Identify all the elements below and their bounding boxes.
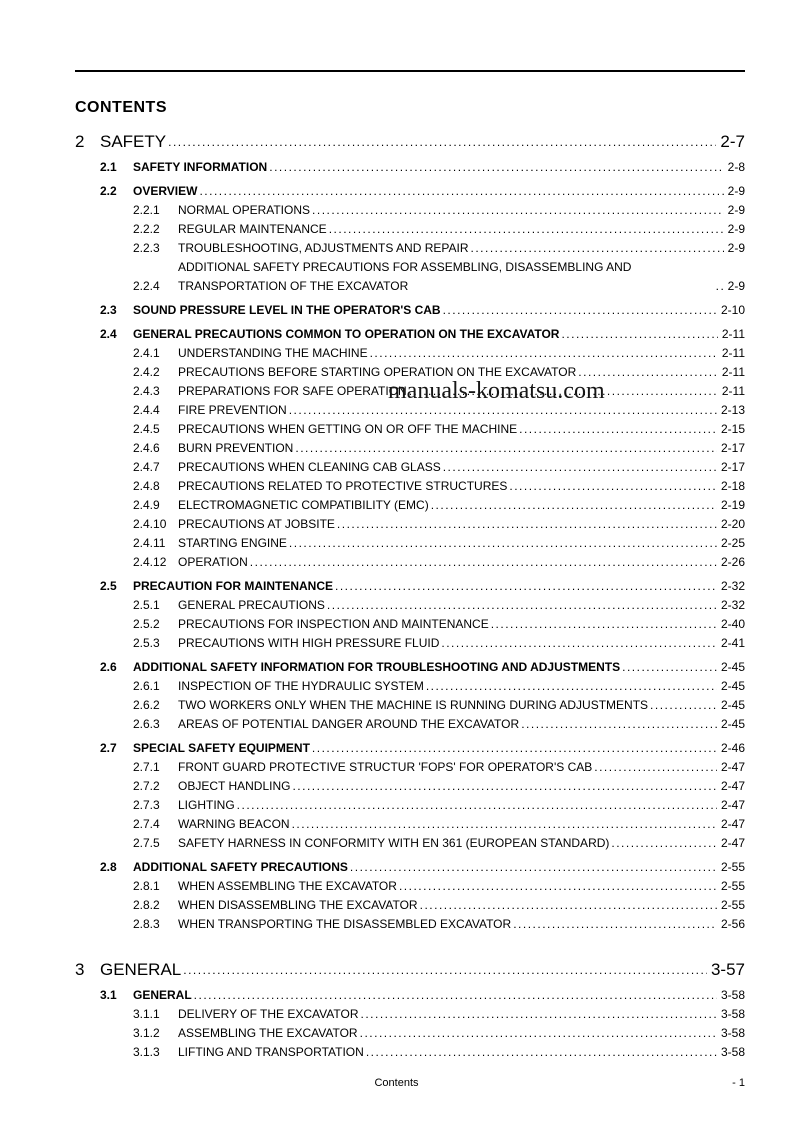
toc-entry-number: 2.4.4 — [133, 403, 160, 417]
toc-entry-number: 2.8 — [100, 860, 117, 874]
toc-entry-page: 2-41 — [720, 636, 745, 650]
toc-entry-number: 2.6.1 — [133, 679, 160, 693]
toc-entry-number: 3.1.3 — [133, 1045, 160, 1059]
toc-entry-number: 2.4.8 — [133, 479, 160, 493]
toc-entry-number: 2.4 — [100, 327, 117, 341]
toc-entry-title: FRONT GUARD PROTECTIVE STRUCTUR 'FOPS' FOR OPERATOR'S CAB — [178, 760, 593, 774]
toc-entry-page: 2-47 — [720, 779, 745, 793]
toc-entry-row — [75, 496, 745, 515]
toc-entry-page: 2-15 — [720, 422, 745, 436]
toc-entry-row — [75, 796, 745, 815]
toc-entry-row — [75, 534, 745, 553]
toc-entry-number: 2.5.3 — [133, 636, 160, 650]
toc-entry-title: ADDITIONAL SAFETY PRECAUTIONS FOR ASSEMBLING, DISASSEMBLING AND TRANSPORTATION OF THE EXCAVATOR — [178, 260, 632, 293]
toc-entry-title: NORMAL OPERATIONS — [178, 203, 311, 217]
toc-entry-number: 2.8.2 — [133, 898, 160, 912]
toc-entry-row — [75, 344, 745, 363]
toc-entry-number: 2.4.12 — [133, 555, 167, 569]
toc-entry-title: SAFETY — [100, 132, 167, 151]
toc-dot-leader — [350, 858, 717, 877]
toc-entry-title: PRECAUTIONS FOR INSPECTION AND MAINTENANCE — [178, 617, 489, 631]
toc-entry-row — [75, 130, 745, 153]
toc-entry-number: 2.4.1 — [133, 346, 160, 360]
toc-entry-row — [75, 220, 745, 239]
toc-entry-title: AREAS OF POTENTIAL DANGER AROUND THE EXCAVATOR — [178, 717, 520, 731]
toc-entry-title: INSPECTION OF THE HYDRAULIC SYSTEM — [178, 679, 424, 693]
toc-entry-row — [75, 896, 745, 915]
toc-entry-page: 3-58 — [720, 1007, 745, 1021]
toc-entry-row — [75, 715, 745, 734]
toc-dot-leader — [513, 915, 717, 934]
toc-entry-page: 2-26 — [720, 555, 745, 569]
toc-entry-page: 2-20 — [720, 517, 745, 531]
toc-entry-title: ASSEMBLING THE EXCAVATOR — [178, 1026, 358, 1040]
toc-dot-leader — [366, 1043, 717, 1062]
toc-dot-leader — [519, 420, 717, 439]
toc-entry-title: REGULAR MAINTENANCE — [178, 222, 327, 236]
toc-entry-page: 2-45 — [720, 660, 745, 674]
toc-entry-page: 2-56 — [720, 917, 745, 931]
toc-dot-leader — [335, 577, 717, 596]
toc-entry-number: 2.2.3 — [133, 241, 160, 255]
toc-dot-leader — [420, 896, 717, 915]
toc-entry-title: GENERAL — [100, 960, 182, 979]
toc-entry-title: PRECAUTIONS WITH HIGH PRESSURE FLUID — [178, 636, 440, 650]
toc-entry-number: 2.4.10 — [133, 517, 167, 531]
toc-entry-page: 2-47 — [720, 836, 745, 850]
toc-entry-page: 2-8 — [727, 160, 745, 174]
toc-entry-page: 2-55 — [720, 898, 745, 912]
toc-entry-title: PRECAUTIONS WHEN GETTING ON OR OFF THE MACHINE — [178, 422, 518, 436]
toc-entry-page: 2-47 — [720, 817, 745, 831]
toc-entry-number: 2.2.1 — [133, 203, 160, 217]
toc-dot-leader — [561, 325, 717, 344]
toc-entry-page: 2-17 — [720, 460, 745, 474]
toc-entry-row — [75, 420, 745, 439]
toc-entry-row — [75, 458, 745, 477]
toc-entry-row — [75, 1024, 745, 1043]
toc-entry-page: 2-47 — [720, 760, 745, 774]
watermark: manuals-komatsu.com — [388, 378, 605, 404]
toc-entry-page: 2-9 — [727, 222, 745, 236]
toc-entry-title: PRECAUTIONS WHEN CLEANING CAB GLASS — [178, 460, 441, 474]
toc-entry-row — [75, 658, 745, 677]
toc-entry-page: 2-18 — [720, 479, 745, 493]
toc-entry-title: TROUBLESHOOTING, ADJUSTMENTS AND REPAIR — [178, 241, 469, 255]
toc-entry-title: PRECAUTIONS BEFORE STARTING OPERATION ON THE EXCAVATOR — [178, 365, 577, 379]
toc-entry-number: 2.7.5 — [133, 836, 160, 850]
toc-entry-row — [75, 596, 745, 615]
toc-entry-page: 2-10 — [720, 303, 745, 317]
toc-entry-row — [75, 986, 745, 1005]
toc-dot-leader — [622, 658, 717, 677]
toc-dot-leader — [491, 615, 717, 634]
toc-dot-leader — [289, 534, 717, 553]
toc-entry-title: DELIVERY OF THE EXCAVATOR — [178, 1007, 359, 1021]
toc-entry-number: 2.3 — [100, 303, 117, 317]
toc-dot-leader — [237, 796, 717, 815]
toc-dot-leader — [431, 496, 717, 515]
toc-entry-page: 2-11 — [721, 346, 745, 360]
toc-entry-row — [75, 677, 745, 696]
toc-entry-number: 2.7.2 — [133, 779, 160, 793]
toc-dot-leader — [250, 553, 717, 572]
toc-entry-page: 2-32 — [720, 598, 745, 612]
toc-entry-number: 2.8.3 — [133, 917, 160, 931]
toc-entry-row — [75, 439, 745, 458]
toc-dot-leader — [360, 1024, 717, 1043]
footer-page-number: - 1 — [732, 1077, 745, 1089]
toc-entry-row — [75, 834, 745, 853]
toc-entry-row — [75, 739, 745, 758]
toc-dot-leader — [194, 986, 717, 1005]
toc-entry-number: 3.1.2 — [133, 1026, 160, 1040]
toc-entry-page: 2-25 — [720, 536, 745, 550]
toc-entry-title: GENERAL PRECAUTIONS COMMON TO OPERATION ON THE EXCAVATOR — [133, 327, 560, 341]
toc-dot-leader — [443, 458, 717, 477]
toc-entry-title: SOUND PRESSURE LEVEL IN THE OPERATOR'S CAB — [133, 303, 441, 317]
toc-entry-row — [75, 477, 745, 496]
toc-dot-leader — [470, 239, 723, 258]
toc-entry-page: 2-40 — [720, 617, 745, 631]
toc-entry-page: 2-9 — [727, 184, 745, 198]
toc-entry-number: 3 — [75, 960, 85, 979]
toc-entry-number: 2.4.2 — [133, 365, 160, 379]
toc-entry-page: 2-19 — [720, 498, 745, 512]
toc-entry-title: UNDERSTANDING THE MACHINE — [178, 346, 368, 360]
toc-list — [75, 130, 745, 1062]
toc-entry-row — [75, 1005, 745, 1024]
toc-entry-number: 2.4.5 — [133, 422, 160, 436]
toc-entry-row — [75, 182, 745, 201]
toc-dot-leader — [312, 739, 717, 758]
toc-dot-leader — [426, 677, 717, 696]
toc-entry-title: OVERVIEW — [133, 184, 198, 198]
toc-entry-title: WARNING BEACON — [178, 817, 290, 831]
toc-entry-title: SAFETY HARNESS IN CONFORMITY WITH EN 361 (EUROPEAN STANDARD) — [178, 836, 610, 850]
content-area — [75, 0, 745, 1062]
toc-entry-page: 2-11 — [721, 365, 745, 379]
toc-entry-number: 2.4.11 — [133, 536, 166, 550]
toc-entry-page: 3-57 — [710, 960, 745, 979]
toc-dot-leader — [650, 696, 717, 715]
toc-entry-title: LIGHTING — [178, 798, 235, 812]
toc-entry-number: 2.4.3 — [133, 384, 160, 398]
toc-entry-row — [75, 777, 745, 796]
toc-entry-title: TWO WORKERS ONLY WHEN THE MACHINE IS RUNNING DURING ADJUSTMENTS — [178, 698, 649, 712]
toc-entry-row — [75, 577, 745, 596]
toc-dot-leader — [594, 758, 717, 777]
toc-entry-title: ELECTROMAGNETIC COMPATIBILITY (EMC) — [178, 498, 429, 512]
toc-entry-number: 2.4.7 — [133, 460, 160, 474]
toc-entry-row — [75, 696, 745, 715]
toc-entry-title: PRECAUTIONS AT JOBSITE — [178, 517, 335, 531]
toc-entry-number: 2.2 — [100, 184, 117, 198]
toc-entry-number: 3.1 — [100, 988, 117, 1002]
toc-entry-row — [75, 858, 745, 877]
toc-entry-page: 2-9 — [727, 241, 745, 255]
toc-entry-title: BURN PREVENTION — [178, 441, 294, 455]
toc-entry-page: 2-7 — [720, 132, 745, 151]
toc-entry-number: 2.7 — [100, 741, 117, 755]
toc-entry-title: PRECAUTIONS RELATED TO PROTECTIVE STRUCTURES — [178, 479, 508, 493]
toc-dot-leader — [329, 220, 724, 239]
toc-entry-page: 2-45 — [720, 698, 745, 712]
toc-entry-row — [75, 201, 745, 220]
toc-entry-row — [75, 553, 745, 572]
toc-entry-row — [75, 877, 745, 896]
toc-entry-row — [75, 758, 745, 777]
toc-entry-row — [75, 239, 745, 258]
toc-entry-title: FIRE PREVENTION — [178, 403, 287, 417]
toc-dot-leader — [168, 130, 716, 153]
toc-entry-title: PRECAUTION FOR MAINTENANCE — [133, 579, 333, 593]
toc-dot-leader — [611, 834, 717, 853]
toc-entry-page: 2-55 — [720, 860, 745, 874]
toc-entry-page: 2-47 — [720, 798, 745, 812]
toc-entry-page: 3-58 — [720, 1026, 745, 1040]
toc-entry-number: 2.6.2 — [133, 698, 160, 712]
toc-entry-page: 2-46 — [720, 741, 745, 755]
toc-dot-leader — [361, 1005, 717, 1024]
toc-dot-leader — [716, 277, 724, 296]
toc-entry-number: 2.7.3 — [133, 798, 160, 812]
toc-entry-number: 2.2.4 — [133, 279, 160, 293]
toc-entry-title: LIFTING AND TRANSPORTATION — [178, 1045, 364, 1059]
toc-entry-row — [75, 1043, 745, 1062]
footer-label: Contents — [374, 1077, 419, 1089]
toc-entry-page: 3-58 — [720, 988, 745, 1002]
toc-entry-page: 3-58 — [720, 1045, 745, 1059]
toc-entry-number: 2.6 — [100, 660, 117, 674]
toc-dot-leader — [521, 715, 717, 734]
toc-entry-title: PREPARATIONS FOR SAFE OPERATION — [178, 384, 407, 398]
toc-entry-page: 2-9 — [727, 279, 745, 293]
toc-entry-title: ADDITIONAL SAFETY PRECAUTIONS — [133, 860, 348, 874]
toc-entry-number: 2.4.9 — [133, 498, 160, 512]
toc-entry-row — [75, 158, 745, 177]
toc-entry-page: 2-11 — [721, 384, 745, 398]
toc-dot-leader — [399, 877, 717, 896]
toc-entry-page: 2-45 — [720, 679, 745, 693]
page-title: CONTENTS — [75, 99, 167, 116]
toc-entry-title: OPERATION — [178, 555, 248, 569]
toc-dot-leader — [327, 596, 717, 615]
toc-entry-number: 3.1.1 — [133, 1007, 160, 1021]
toc-entry-title: GENERAL — [133, 988, 192, 1002]
toc-entry-title: WHEN DISASSEMBLING THE EXCAVATOR — [178, 898, 418, 912]
toc-entry-title: OBJECT HANDLING — [178, 779, 291, 793]
toc-entry-number: 2.7.1 — [133, 760, 160, 774]
toc-dot-leader — [295, 439, 717, 458]
toc-entry-row — [75, 634, 745, 653]
toc-entry-page: 2-13 — [720, 403, 745, 417]
toc-entry-number: 2.1 — [100, 160, 117, 174]
toc-entry-number: 2.7.4 — [133, 817, 160, 831]
toc-entry-row — [75, 258, 745, 296]
toc-entry-row — [75, 615, 745, 634]
toc-entry-row — [75, 515, 745, 534]
toc-entry-page: 2-17 — [720, 441, 745, 455]
toc-entry-number: 2.5 — [100, 579, 117, 593]
toc-dot-leader — [441, 634, 717, 653]
toc-dot-leader — [509, 477, 717, 496]
toc-entry-page: 2-11 — [721, 327, 745, 341]
toc-entry-row — [75, 815, 745, 834]
toc-entry-number: 2.5.2 — [133, 617, 160, 631]
toc-entry-page: 2-32 — [720, 579, 745, 593]
toc-entry-number: 2.5.1 — [133, 598, 160, 612]
toc-entry-title: WHEN TRANSPORTING THE DISASSEMBLED EXCAVATOR — [178, 917, 512, 931]
toc-entry-row — [75, 958, 745, 981]
toc-dot-leader — [370, 344, 718, 363]
toc-entry-title: GENERAL PRECAUTIONS — [178, 598, 325, 612]
toc-entry-title: SPECIAL SAFETY EQUIPMENT — [133, 741, 310, 755]
toc-entry-number: 2 — [75, 132, 85, 151]
toc-entry-number: 2.2.2 — [133, 222, 160, 236]
toc-entry-title: STARTING ENGINE — [178, 536, 287, 550]
top-rule — [75, 70, 745, 72]
toc-entry-row — [75, 915, 745, 934]
toc-entry-row — [75, 301, 745, 320]
toc-dot-leader — [199, 182, 723, 201]
toc-dot-leader — [269, 158, 723, 177]
toc-dot-leader — [292, 777, 717, 796]
toc-dot-leader — [312, 201, 724, 220]
toc-entry-number: 2.8.1 — [133, 879, 160, 893]
toc-entry-row — [75, 325, 745, 344]
toc-entry-number: 2.4.6 — [133, 441, 160, 455]
toc-dot-leader — [292, 815, 717, 834]
toc-entry-number: 2.6.3 — [133, 717, 160, 731]
toc-entry-title: ADDITIONAL SAFETY INFORMATION FOR TROUBLESHOOTING AND ADJUSTMENTS — [133, 660, 621, 674]
toc-dot-leader — [443, 301, 717, 320]
toc-dot-leader — [337, 515, 717, 534]
toc-entry-title: SAFETY INFORMATION — [133, 160, 268, 174]
toc-entry-page: 2-55 — [720, 879, 745, 893]
toc-entry-page: 2-45 — [720, 717, 745, 731]
toc-entry-page: 2-9 — [727, 203, 745, 217]
toc-entry-title: WHEN ASSEMBLING THE EXCAVATOR — [178, 879, 397, 893]
toc-dot-leader — [183, 958, 707, 981]
